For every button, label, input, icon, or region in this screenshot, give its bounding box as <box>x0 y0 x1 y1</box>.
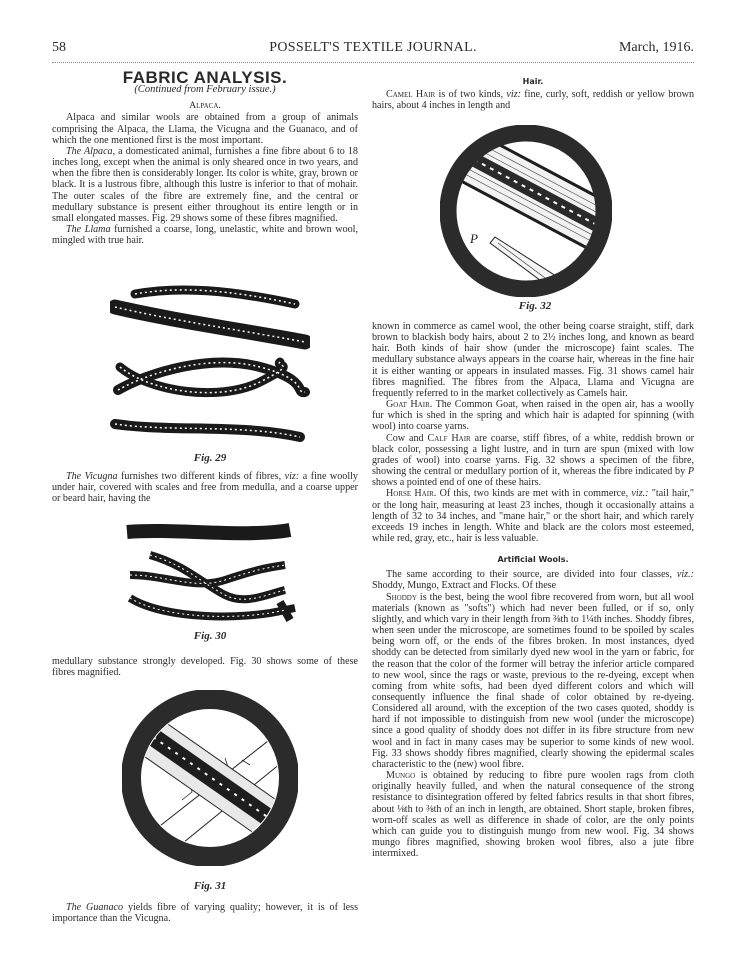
section-heading-artificial-wools: Artificial Wools. <box>497 555 569 565</box>
figure-30-caption: Fig. 30 <box>193 630 227 642</box>
figure-29 <box>110 282 310 442</box>
paragraph-llama: The Llama furnished a coarse, long, unelastic, white and brown wool, mingled with true hair. <box>52 224 359 247</box>
fibre <box>280 602 290 620</box>
paragraph-artificial-wools: The same according to their source, are divided into four classes, viz.: Shoddy, Mungo, Extract and Flocks. Of these <box>372 569 694 592</box>
fibre <box>115 424 300 437</box>
paragraph-horse-hair: Horse Hair. Of this, two kinds are met with in commerce, viz.: "tail hair," or the long hair, measuring at least 23 inches, though it occasionally attains a length of 32 to 34 inches, and "mane hair," or the short hair, and which rarely exceeds 19 inches in length. White and black are the colors most esteemed, while red, gray, etc., hair is less valuable. <box>372 488 694 544</box>
fibre-label-p: P <box>470 231 478 246</box>
running-header <box>52 40 694 60</box>
left-column-medullary <box>52 656 358 678</box>
paragraph: medullary substance strongly developed. Fig. 30 shows some of these fibres magnified. <box>52 656 358 679</box>
paragraph-goat-hair: Goat Hair. The Common Goat, when raised in the open air, has a woolly fur which is shed in the spring and which hair is adapted for spinning (with wool) into coarse yarns. <box>372 399 694 433</box>
left-column-guanaco <box>52 902 358 924</box>
right-column-top <box>372 76 694 111</box>
section-heading-hair: Hair. <box>522 77 544 86</box>
paragraph: known in commerce as camel wool, the other being coarse straight, stiff, dark brown to blackish body hairs, about 2 to 2½ inches long, and known as beard hair. Both kinds of hair show (under the microscope) faint scales. The medullary substance always appears in the coarse hair, whereas in the fine hair it is either wanting or appears in insulated masses. Fig. 31 shows camel hair fibres magnified. The fibres from the Alpaca, Llama and Vicugna are frequently referred to in the market collectively as Camels hair. <box>372 321 694 399</box>
paragraph-alpaca: The Alpaca, a domesticated animal, furnishes a fine fibre about 6 to 18 inches long, except when the animal is only sheared once in two years, and when the fibre then is considerably longer. Its color is white, gray, brown or black. It is a lustrous fibre, although this lustre is inferior to that of mohair. The outer scales of the fibre are extremely fine, and the central or medullary substance is present either throughout its entire length or in small elongated masses. Fig. 29 shows some of these fibres magnified. <box>52 145 359 224</box>
paragraph-shoddy: Shoddy is the best, being the wool fibre recovered from worn, but all wool materials (known as "softs") which had never been fulled, or if so, only slightly, and which vary in their length from ⅜th to 1¼th inches. Shoddy fibres, when seen under the microscope, are sometimes found to be spoiled by scales being worn off, or the ends of the fibres broken. In most instances, dyed shoddy can be detected from similarly dyed new wool in the yarn or fabric, for the reason that the color of the former will betray the inferior article compared to new wool, since the rags or waste, previous to the re-dyeing, except when coming from white softs, had been dyed different colors and which will consequently influence the final shade of color obtained by re-dyeing. Considered all around, with the exception of the two cases quoted, shoddy is hard if not impossible to distinguish from new wool (under the microscope) since a good quality of shoddy does not differ in its fibre structure from new wool and in fact in many cases may be superior to some kinds of new wool. Fig. 33 shows shoddy fibres magnified, clearly showing the epidermal scales characteristic to the (new) wool fibre. <box>372 591 694 770</box>
paragraph-camel-hair: Camel Hair is of two kinds, viz: fine, curly, soft, reddish or yellow brown hairs, about 4 inches in length and <box>372 89 694 112</box>
fibre <box>130 598 295 616</box>
figure-32-caption: Fig. 32 <box>518 300 552 312</box>
header-rule <box>52 62 694 63</box>
figure-31-caption: Fig. 31 <box>193 880 227 892</box>
issue-date: March, 1916. <box>618 40 694 55</box>
figure-30 <box>125 520 300 625</box>
paragraph-vicugna: The Vicugna furnishes two different kinds of fibres, viz: a fine woolly under hair, covered with scales and free from medulla, and a coarse upper or beard hair, having the <box>52 471 358 505</box>
fibre <box>130 565 285 583</box>
fibre <box>127 530 290 533</box>
section-heading-alpaca: Alpaca. <box>189 101 221 112</box>
article-subtitle: (Continued from February issue.) <box>134 84 276 96</box>
figure-31 <box>122 690 298 866</box>
article-title: FABRIC ANALYSIS. <box>122 68 288 87</box>
paragraph-guanaco: The Guanaco yields fibre of varying quality; however, it is of less importance than the Vicugna. <box>52 902 358 925</box>
journal-title: POSSELT'S TEXTILE JOURNAL. <box>269 40 477 55</box>
left-column-vicugna <box>52 471 358 504</box>
fibre <box>115 307 305 342</box>
figure-32 <box>440 125 612 297</box>
paragraph-mungo: Mungo is obtained by reducing to fibre pure woolen rags from cloth originally heavily fulled, and when the natural consequence of the strong resistance to disintegration offered by felted fabrics results in that short fibres, about ⅛th to ⅜th of an inch in length, are obtained. Short staple, broken fibres, worn-off scales as well as difference in shade of color, are the only points which can guide you to distinguish mungo from new wool. Fig. 34 shows mungo fibres magnified, showing broken wool fibres, also a jute fibre intermixed. <box>372 770 694 860</box>
page-number: 58 <box>52 40 66 55</box>
paragraph: Alpaca and similar wools are obtained from a group of animals comprising the Alpaca, the Llama, the Vicugna and the Guanaco, and of which the one mentioned first is the most important. <box>52 112 358 146</box>
right-column-main <box>372 321 694 859</box>
figure-29-caption: Fig. 29 <box>193 452 227 464</box>
left-column-top <box>52 68 359 247</box>
paragraph-cow-calf-hair: Cow and Calf Hair are coarse, stiff fibres, of a white, reddish brown or black color, possessing a light lustre, and in turn are spun (mixed with low grades of wool) into coarse yarns. Fig. 32 shows a specimen of the fibre, showing the central or medullary portion of it, whereas the fibre indicated by P shows a pointed end of one of these hairs. <box>372 432 694 489</box>
